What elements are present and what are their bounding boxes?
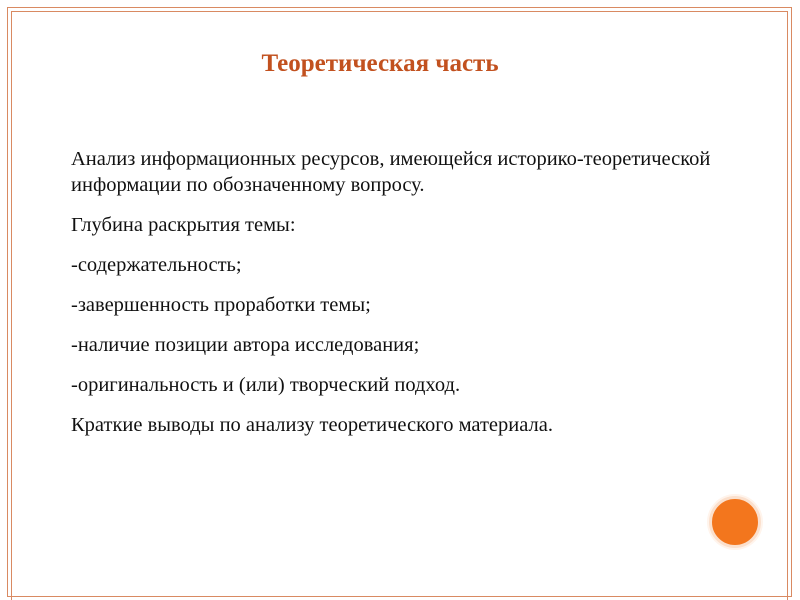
list-item — [44, 146, 744, 198]
list-item — [44, 252, 744, 278]
slide-title: Теоретическая часть — [261, 50, 499, 77]
bullet-list — [44, 146, 744, 452]
list-item — [44, 372, 744, 398]
list-item — [44, 332, 744, 358]
list-item-text: -завершенность проработки темы; — [71, 294, 371, 316]
list-item-text: -содержательность; — [71, 254, 242, 276]
list-item — [44, 412, 744, 438]
list-item-text: Глубина раскрытия темы: — [71, 214, 296, 236]
list-item — [44, 212, 744, 238]
list-item-text: -наличие позиции автора исследования; — [71, 334, 420, 356]
orange-circle-icon — [709, 496, 761, 548]
list-item-text: Анализ информационных ресурсов, имеющейся историко-теоретической информации по обозначенному вопросу. — [71, 148, 711, 196]
list-item-text: Краткие выводы по анализу теоретического материала. — [71, 414, 553, 436]
list-item-text: -оригинальность и (или) творческий подход. — [71, 374, 461, 396]
list-item — [44, 292, 744, 318]
